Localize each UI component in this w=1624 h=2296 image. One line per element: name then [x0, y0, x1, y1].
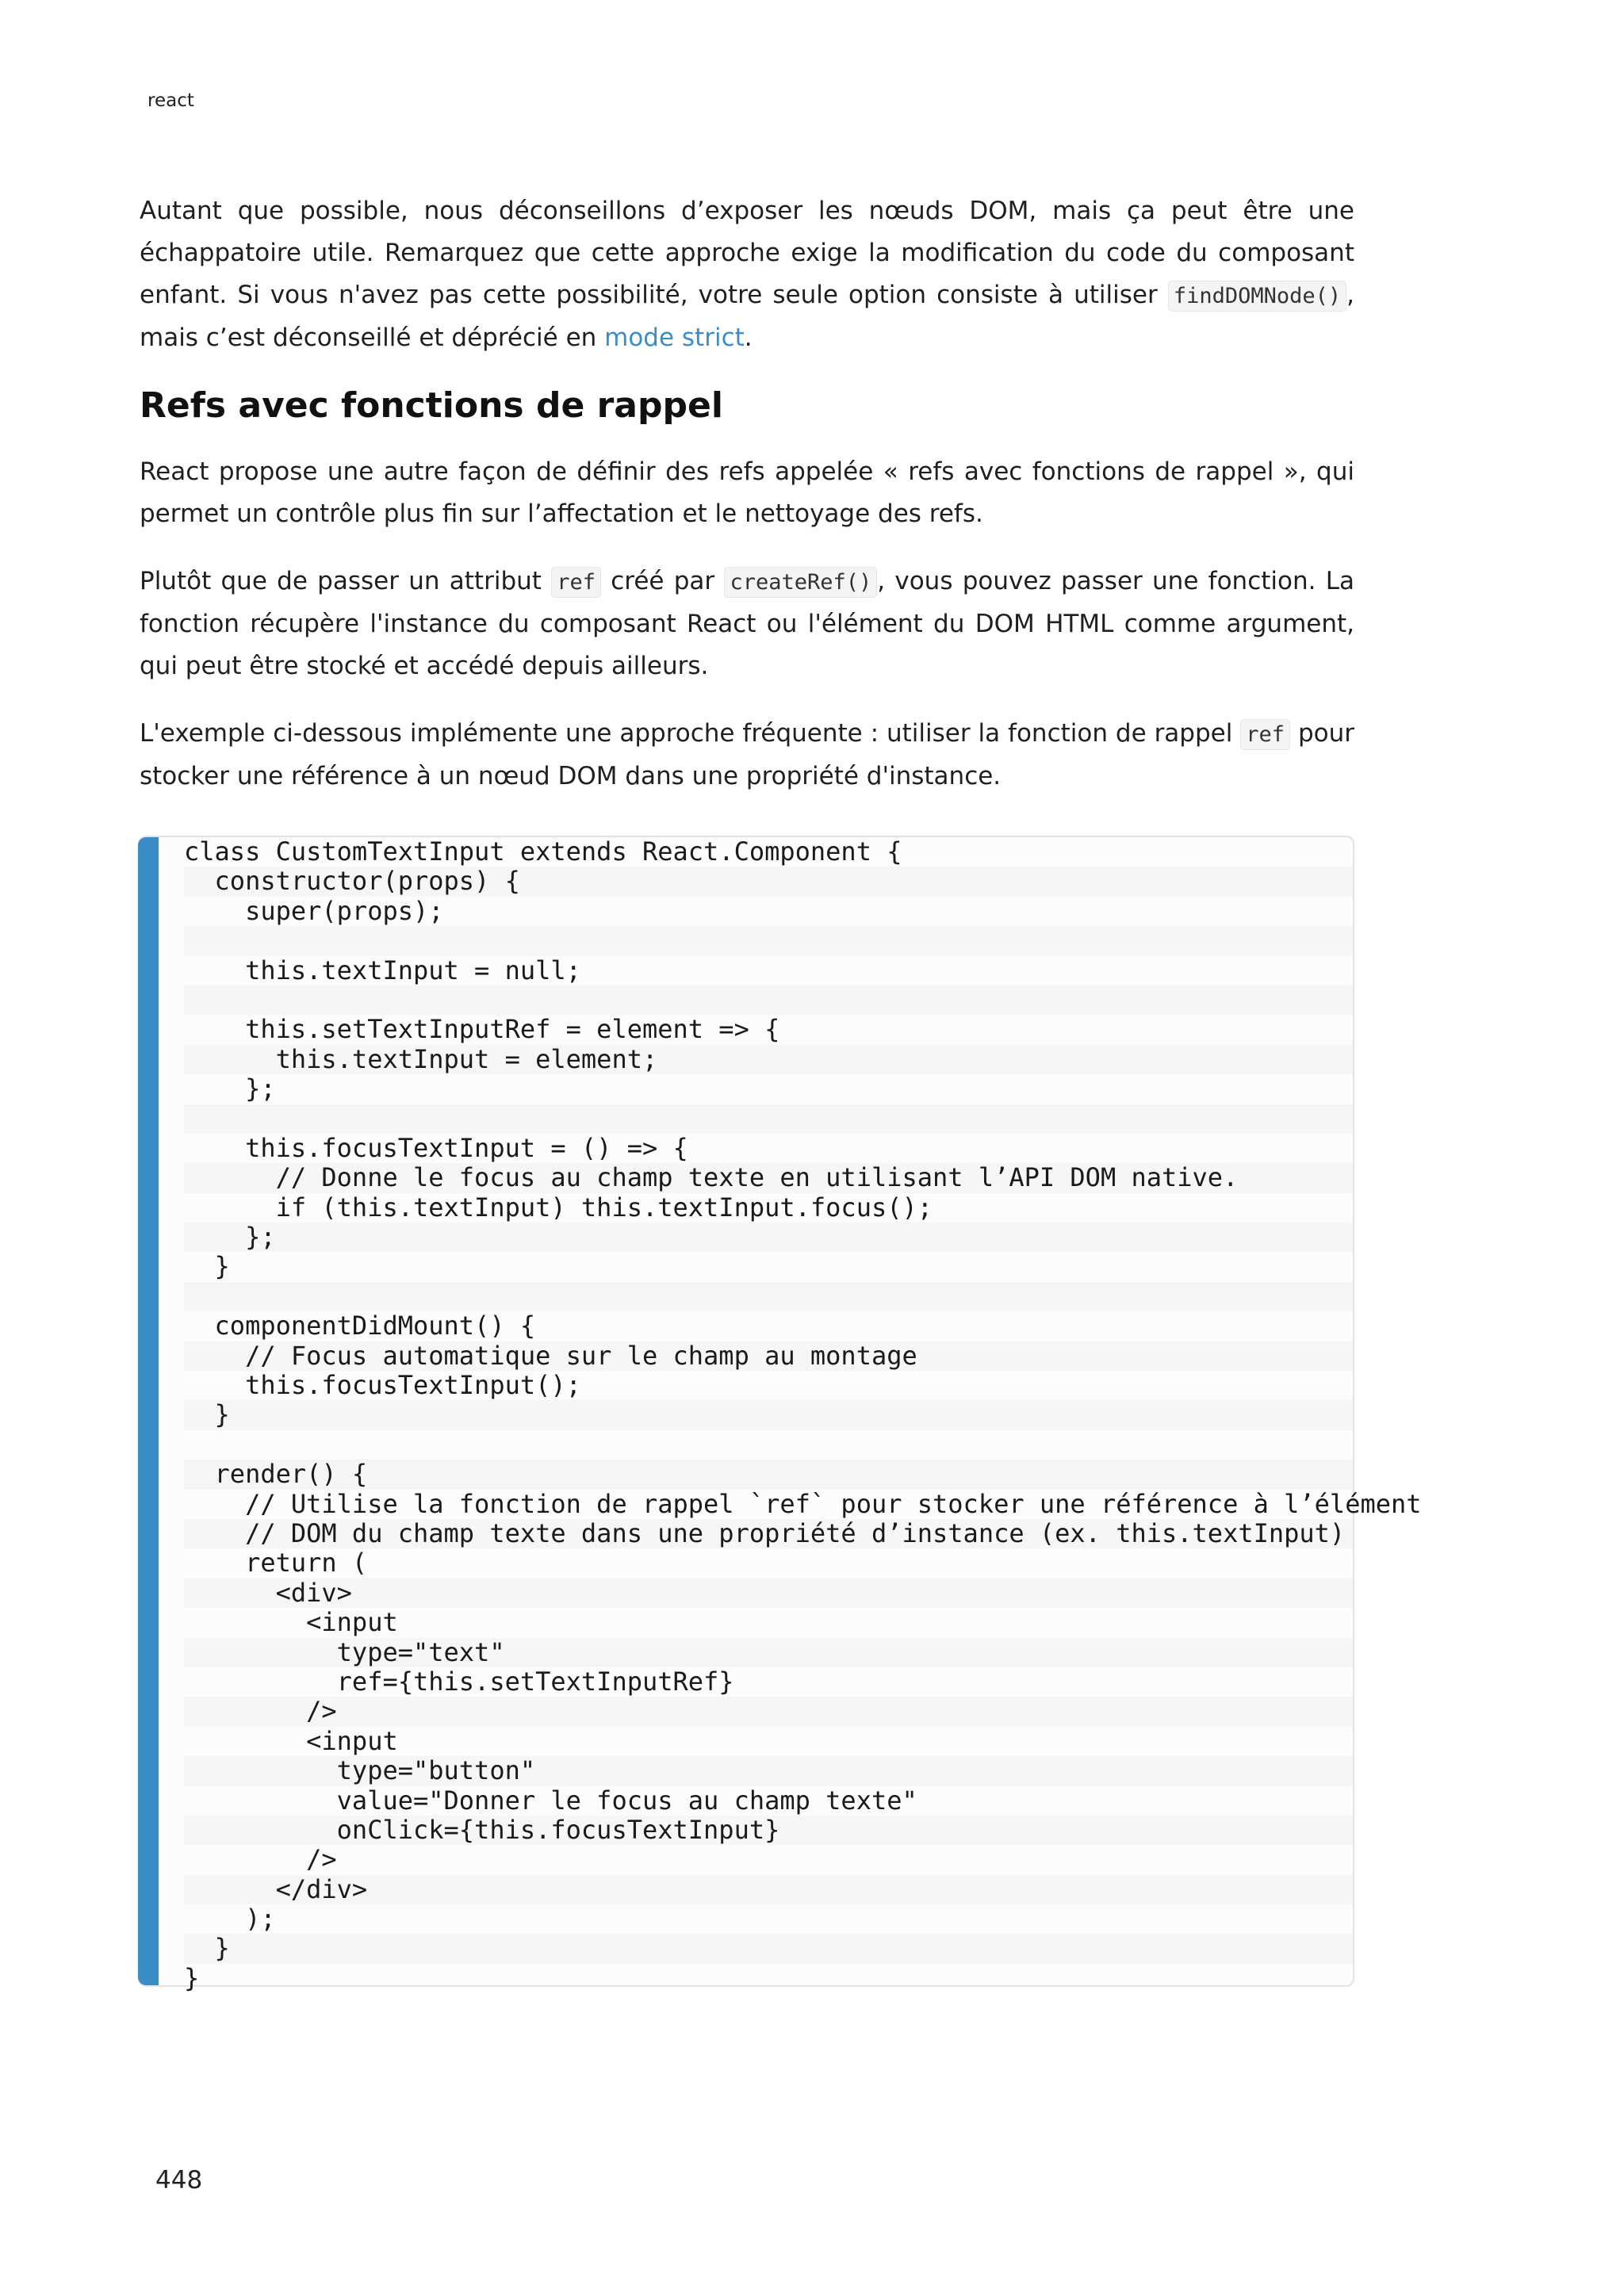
code-line: this.focusTextInput = () => {	[184, 1132, 688, 1163]
code-line: // Donne le focus au champ texte en utilisant l’API DOM native.	[184, 1163, 1353, 1192]
code-line: constructor(props) {	[184, 867, 1353, 896]
paragraph-text: Plutôt que de passer un attribut	[140, 567, 552, 595]
code-line: value="Donner le focus au champ texte"	[184, 1785, 917, 1816]
paragraph-pass-function	[140, 561, 1354, 687]
code-line: if (this.textInput) this.textInput.focus();	[184, 1192, 933, 1223]
code-line: // DOM du champ texte dans une propriété d’instance (ex. this.textInput)	[184, 1519, 1353, 1548]
paragraph-intro	[140, 190, 1354, 359]
paragraph-text: Autant que possible, nous déconseillons d’exposer les nœuds DOM, mais ça peut être une échappatoire utile. Remarquez que cette approche exige la modification du code du composant enfant. Si vous n'avez pas cette possibilité, votre seule option consiste à utiliser	[140, 197, 1354, 309]
code-line: <div>	[184, 1578, 1353, 1608]
paragraph-text: L'exemple ci-dessous implémente une approche fréquente : utiliser la fonction de rappel	[140, 719, 1241, 748]
code-line: this.textInput = null;	[184, 955, 581, 985]
strict-mode-link[interactable]: mode strict	[604, 323, 745, 352]
inline-code: ref	[1240, 719, 1290, 750]
code-line: this.focusTextInput();	[184, 1370, 581, 1401]
code-line: }	[184, 1251, 230, 1282]
code-line: componentDidMount() {	[184, 1311, 536, 1341]
paragraph-text: , vous pouvez passer une fonction. La fonction récupère l'instance du composant React ou l'élément du DOM HTML comme argument, qui peut être stocké et accédé depuis ailleurs.	[140, 567, 1355, 680]
inline-code: findDOMNode()	[1168, 281, 1346, 312]
paragraph-text: pour stocker une référence à un nœud DOM dans une propriété d'instance.	[140, 719, 1354, 790]
code-line: this.setTextInputRef = element => {	[184, 1014, 780, 1045]
code-line: <input	[184, 1725, 398, 1756]
code-line: class CustomTextInput extends React.Component {	[184, 836, 902, 867]
code-line: };	[184, 1223, 1353, 1252]
section-heading: Refs avec fonctions de rappel	[140, 385, 723, 426]
inline-code: ref	[551, 567, 601, 598]
paragraph-example-intro	[140, 713, 1354, 798]
code-line: this.textInput = element;	[184, 1045, 1353, 1074]
code-line: />	[184, 1697, 1353, 1726]
code-line: }	[184, 1400, 1353, 1429]
code-line: type="text"	[184, 1638, 1353, 1667]
code-line: // Utilise la fonction de rappel `ref` pour stocker une référence à l’élément	[184, 1488, 1422, 1519]
code-line: };	[184, 1073, 276, 1104]
code-line: super(props);	[184, 895, 444, 926]
code-line	[184, 1282, 1353, 1311]
code-line: />	[184, 1844, 337, 1875]
code-lines	[184, 836, 1422, 1993]
code-line: );	[184, 1904, 276, 1934]
code-line: ref={this.setTextInputRef}	[184, 1666, 734, 1697]
paragraph-callback-refs: React propose une autre façon de définir des refs appelée « refs avec fonctions de rappel », qui permet un contrôle plus fin sur l’affectation et le nettoyage des refs.	[140, 457, 1354, 528]
running-header: react	[147, 90, 194, 111]
paragraph-text: , mais c’est déconseillé et déprécié en	[140, 281, 1354, 352]
inline-code: createRef()	[724, 567, 877, 598]
code-block-accent-bar	[138, 837, 159, 1985]
page-number: 448	[155, 2166, 203, 2195]
paragraph-text: .	[744, 323, 753, 352]
code-line	[184, 985, 1353, 1015]
code-block	[138, 836, 1422, 1993]
code-line: return (	[184, 1548, 368, 1578]
code-line: <input	[184, 1607, 398, 1638]
code-line: }	[184, 1934, 1353, 1963]
code-line: type="button"	[184, 1756, 1353, 1785]
main-content	[140, 190, 1354, 823]
code-line: onClick={this.focusTextInput}	[184, 1816, 1353, 1845]
code-line: // Focus automatique sur le champ au montage	[184, 1341, 1353, 1371]
code-line: render() {	[184, 1460, 1353, 1489]
code-line	[184, 926, 1353, 955]
code-line: }	[184, 1962, 200, 1993]
paragraph-text: créé par	[600, 567, 725, 595]
code-line	[184, 1104, 1353, 1134]
code-line	[184, 1430, 1353, 1460]
code-line: </div>	[184, 1875, 1353, 1904]
